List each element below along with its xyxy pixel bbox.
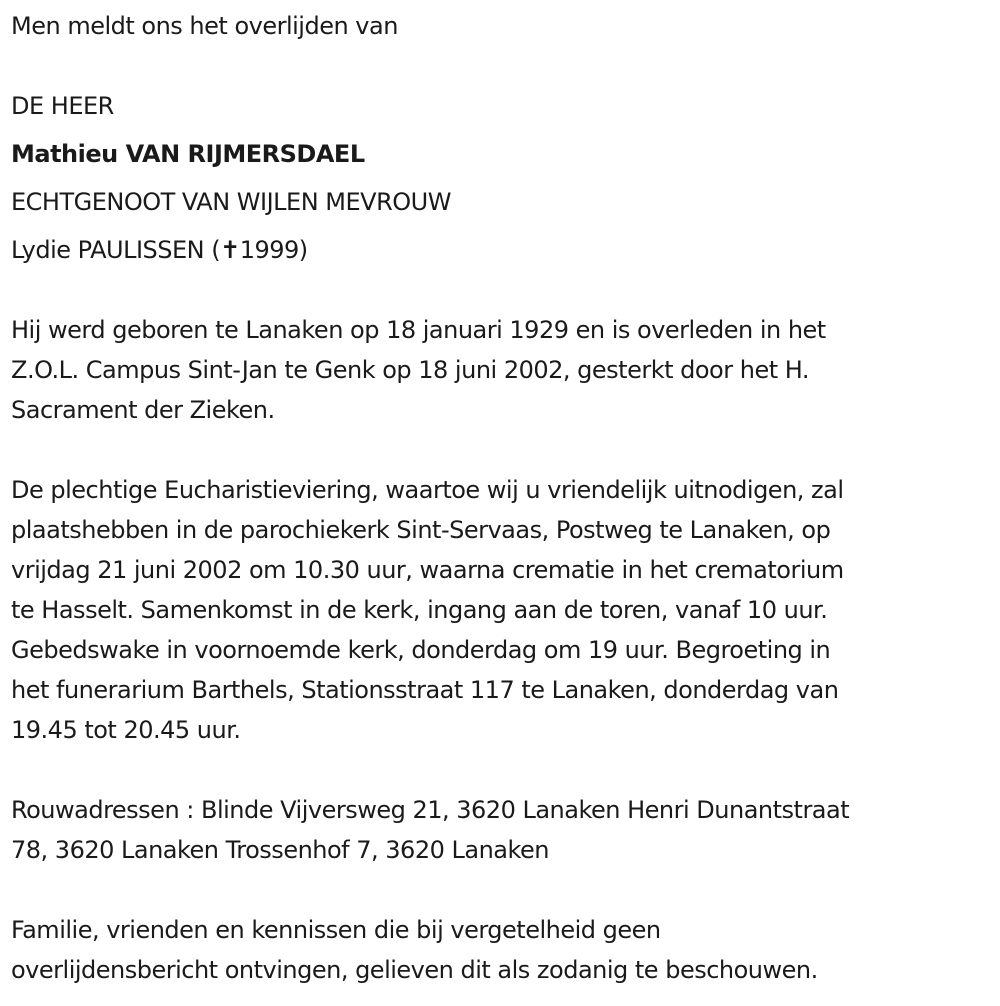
paragraph-line: 19.45 tot 20.45 uur. [11, 716, 241, 744]
paragraph-line: Rouwadressen : Blinde Vijversweg 21, 3620 Lanaken Henri Dunantstraat [11, 796, 850, 824]
intro-text: Men meldt ons het overlijden van [11, 12, 398, 40]
paragraph-line: 78, 3620 Lanaken Trossenhof 7, 3620 Lanaken [11, 836, 550, 864]
paragraph-line: Hij werd geboren te Lanaken op 18 januari 1929 en is overleden in het [11, 316, 826, 344]
paragraph-line: plaatshebben in de parochiekerk Sint-Servaas, Postweg te Lanaken, op [11, 516, 831, 544]
paragraph-line: Sacrament der Zieken. [11, 396, 275, 424]
spouse-name: Lydie PAULISSEN (✝1999) [11, 236, 308, 264]
service-paragraph [11, 470, 986, 750]
family-note-paragraph [11, 910, 986, 990]
paragraph-line: De plechtige Eucharistieviering, waartoe wij u vriendelijk uitnodigen, zal [11, 476, 844, 504]
paragraph-line: vrijdag 21 juni 2002 om 10.30 uur, waarna crematie in het crematorium [11, 556, 844, 584]
relation-text: ECHTGENOOT VAN WIJLEN MEVROUW [11, 188, 451, 216]
paragraph-line: overlijdensbericht ontvingen, gelieven dit als zodanig te beschouwen. [11, 956, 818, 984]
deceased-name: Mathieu VAN RIJMERSDAEL [11, 140, 365, 168]
paragraph-line: het funerarium Barthels, Stationsstraat 117 te Lanaken, donderdag van [11, 676, 839, 704]
paragraph-line: Familie, vrienden en kennissen die bij vergetelheid geen [11, 916, 661, 944]
addresses-paragraph [11, 790, 986, 870]
birth-death-paragraph [11, 310, 986, 430]
paragraph-line: te Hasselt. Samenkomst in de kerk, ingang aan de toren, vanaf 10 uur. [11, 596, 828, 624]
title-text: DE HEER [11, 92, 114, 120]
paragraph-line: Z.O.L. Campus Sint-Jan te Genk op 18 juni 2002, gesterkt door het H. [11, 356, 810, 384]
paragraph-line: Gebedswake in voornoemde kerk, donderdag om 19 uur. Begroeting in [11, 636, 831, 664]
